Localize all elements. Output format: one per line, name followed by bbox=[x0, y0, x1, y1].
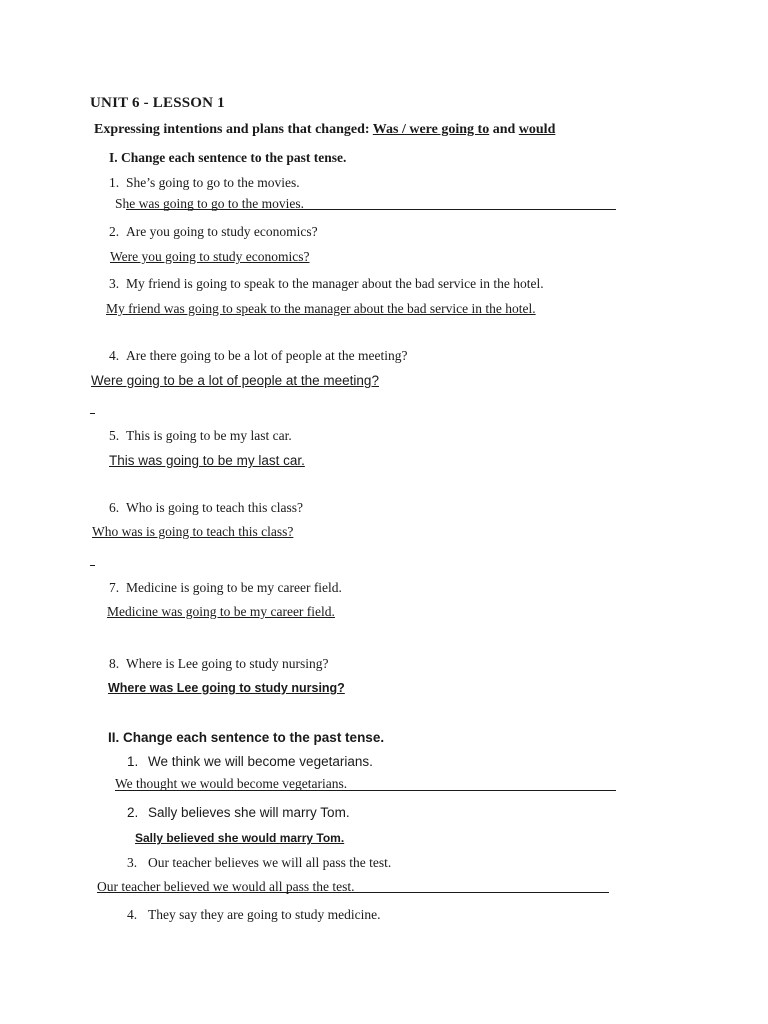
s1-q5-question: This is going to be my last car. bbox=[126, 428, 292, 443]
stray-dash bbox=[90, 565, 95, 566]
s2-q3-answer: Our teacher believed we would all pass the test. bbox=[97, 879, 355, 894]
stray-dash bbox=[90, 413, 95, 414]
s1-q3-number: 3. bbox=[109, 276, 120, 291]
subtitle-term-would: would bbox=[518, 122, 556, 137]
s1-q3-question: My friend is going to speak to the manager about the bad service in the hotel. bbox=[126, 276, 544, 291]
s2-q1-number: 1. bbox=[127, 754, 139, 769]
s2-q3-question: Our teacher believes we will all pass the test. bbox=[148, 855, 392, 870]
s1-q1-answer-line bbox=[126, 209, 616, 210]
s1-q2-number: 2. bbox=[109, 224, 120, 239]
lesson-subtitle bbox=[94, 123, 555, 137]
s1-q3-answer: My friend was going to speak to the manager about the bad service in the hotel. bbox=[106, 301, 536, 316]
s2-q2-question: Sally believes she will marry Tom. bbox=[148, 805, 350, 820]
section2-heading: II. Change each sentence to the past tense. bbox=[108, 730, 385, 745]
section1-heading: I. Change each sentence to the past tense. bbox=[109, 150, 347, 165]
s1-q7-answer: Medicine was going to be my career field. bbox=[107, 604, 335, 619]
s1-q6-number: 6. bbox=[109, 500, 120, 515]
s1-q8-number: 8. bbox=[109, 656, 120, 671]
s1-q4-number: 4. bbox=[109, 348, 120, 363]
s1-q8-answer: Where was Lee going to study nursing? bbox=[108, 681, 345, 695]
s1-q7-question: Medicine is going to be my career field. bbox=[126, 580, 342, 595]
subtitle-lead: Expressing intentions and plans that changed: bbox=[94, 122, 373, 137]
s2-q3-answer-line bbox=[97, 892, 609, 893]
s1-q1-answer: She was going to go to the movies. bbox=[115, 196, 304, 211]
s1-q4-question: Are there going to be a lot of people at the meeting? bbox=[126, 348, 408, 363]
s1-q2-question: Are you going to study economics? bbox=[126, 224, 318, 239]
s1-q7-number: 7. bbox=[109, 580, 120, 595]
s2-q1-answer: We thought we would become vegetarians. bbox=[115, 776, 348, 791]
s2-q4-number: 4. bbox=[127, 907, 138, 922]
s2-q2-number: 2. bbox=[127, 805, 139, 820]
s2-q4-question: They say they are going to study medicine. bbox=[148, 907, 381, 922]
s1-q5-number: 5. bbox=[109, 428, 120, 443]
subtitle-and: and bbox=[489, 122, 519, 137]
s2-q1-question: We think we will become vegetarians. bbox=[148, 754, 373, 769]
s1-q1-number: 1. bbox=[109, 175, 120, 190]
s1-q1-question: She’s going to go to the movies. bbox=[126, 175, 300, 190]
s1-q6-question: Who is going to teach this class? bbox=[126, 500, 303, 515]
lesson-title: UNIT 6 - LESSON 1 bbox=[90, 95, 225, 111]
s1-q2-answer: Were you going to study economics? bbox=[110, 249, 310, 264]
s2-q3-number: 3. bbox=[127, 855, 138, 870]
s2-q2-answer: Sally believed she would marry Tom. bbox=[135, 831, 345, 845]
s1-q5-answer: This was going to be my last car. bbox=[109, 453, 305, 468]
s1-q6-answer: Who was is going to teach this class? bbox=[92, 524, 294, 539]
s2-q1-answer-line bbox=[115, 790, 616, 791]
s1-q8-question: Where is Lee going to study nursing? bbox=[126, 656, 329, 671]
subtitle-term-was-were-going-to: Was / were going to bbox=[372, 122, 490, 137]
s1-q4-answer: Were going to be a lot of people at the meeting? bbox=[91, 373, 379, 388]
